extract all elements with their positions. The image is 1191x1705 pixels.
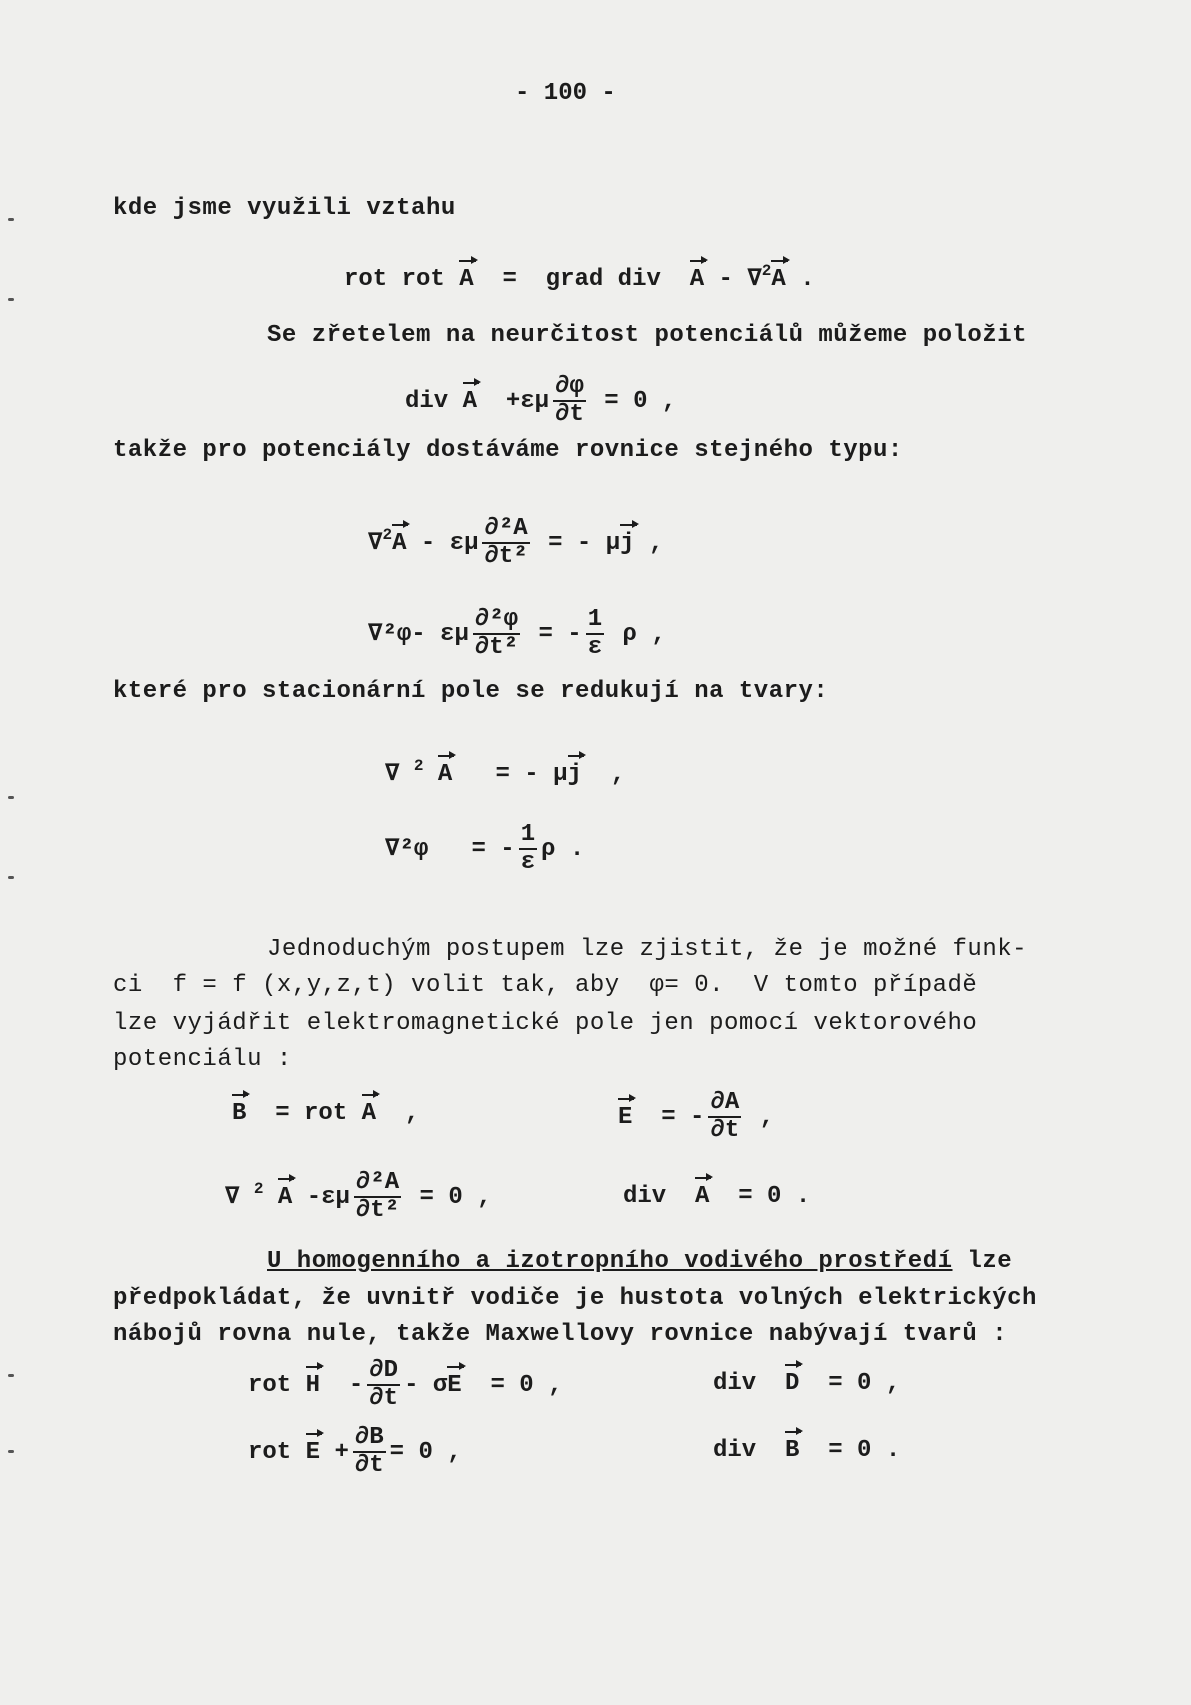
- paragraph-line: ci f = f (x,y,z,t) volit tak, aby φ= 0. V tomto případě: [113, 972, 978, 999]
- punch-mark: [8, 876, 14, 879]
- paragraph-line: nábojů rovna nule, takže Maxwellovy rovnice nabývají tvarů :: [113, 1321, 1008, 1348]
- punch-mark: [8, 1450, 14, 1453]
- text-line: kde jsme využili vztahu: [113, 195, 456, 222]
- text-line: takže pro potenciály dostáváme rovnice stejného typu:: [113, 437, 903, 464]
- equation-wave-phi: ∇²φ- εμ $\frac{\text{∂²φ}}{\text{∂t²}}$ = - $\frac{1}{\varepsilon}$ ρ ,: [368, 606, 666, 661]
- text-line: které pro stacionární pole se redukují na tvary:: [113, 678, 829, 705]
- equation-stat-phi: ∇²φ = - $\frac{1}{\varepsilon}$ ρ .: [385, 821, 585, 876]
- equation-rot-E: rot E + $\frac{\partial B}{\partial t}$ = 0 ,: [248, 1424, 462, 1479]
- underlined-phrase: U homogenního a izotropního vodivého prostředí: [267, 1248, 953, 1275]
- equation-B: B = rot A ,: [232, 1100, 420, 1127]
- equation-wave-A: ∇2A - εμ $\frac{\text{∂²A}}{\text{∂t²}}$ = - μj ,: [368, 515, 664, 570]
- equation-rot-H: rot H - $\frac{\partial D}{\partial t}$ - σE = 0 ,: [248, 1357, 563, 1412]
- equation-div-A: div A = 0 .: [623, 1183, 811, 1210]
- punch-mark: [8, 796, 14, 799]
- text-line: Se zřetelem na neurčitost potenciálů můžeme položit: [267, 322, 1028, 349]
- equation-div-D: div D = 0 ,: [713, 1370, 901, 1397]
- punch-mark: [8, 1374, 14, 1377]
- equation-stat-A: ∇ 2 A = - μj ,: [385, 757, 626, 788]
- equation-E: E = - $\frac{\partial A}{\partial t}$ ,: [618, 1089, 775, 1144]
- paragraph-line: U homogenního a izotropního vodivého prostředí lze: [267, 1248, 1013, 1275]
- equation-rot-rot: rot rot A = grad div A - ∇2A .: [344, 262, 815, 293]
- punch-mark: [8, 218, 14, 221]
- paragraph-line: předpokládat, že uvnitř vodiče je hustota volných elektrických: [113, 1285, 1037, 1312]
- punch-mark: [8, 298, 14, 301]
- equation-wave-A-2: ∇ 2 A -εμ $\frac{\text{∂²A}}{\text{∂t²}}$ = 0 ,: [225, 1169, 492, 1224]
- paragraph-line: potenciálu :: [113, 1046, 292, 1073]
- equation-gauge: div A +εμ $\frac{\partial\varphi}{\partial t}$ = 0 ,: [405, 373, 677, 428]
- paragraph-line: lze vyjádřit elektromagnetické pole jen pomocí vektorového: [113, 1010, 978, 1037]
- page-number: - 100 -: [515, 80, 616, 107]
- equation-div-B: div B = 0 .: [713, 1437, 901, 1464]
- paragraph-line: Jednoduchým postupem lze zjistit, že je možné funk-: [267, 936, 1028, 963]
